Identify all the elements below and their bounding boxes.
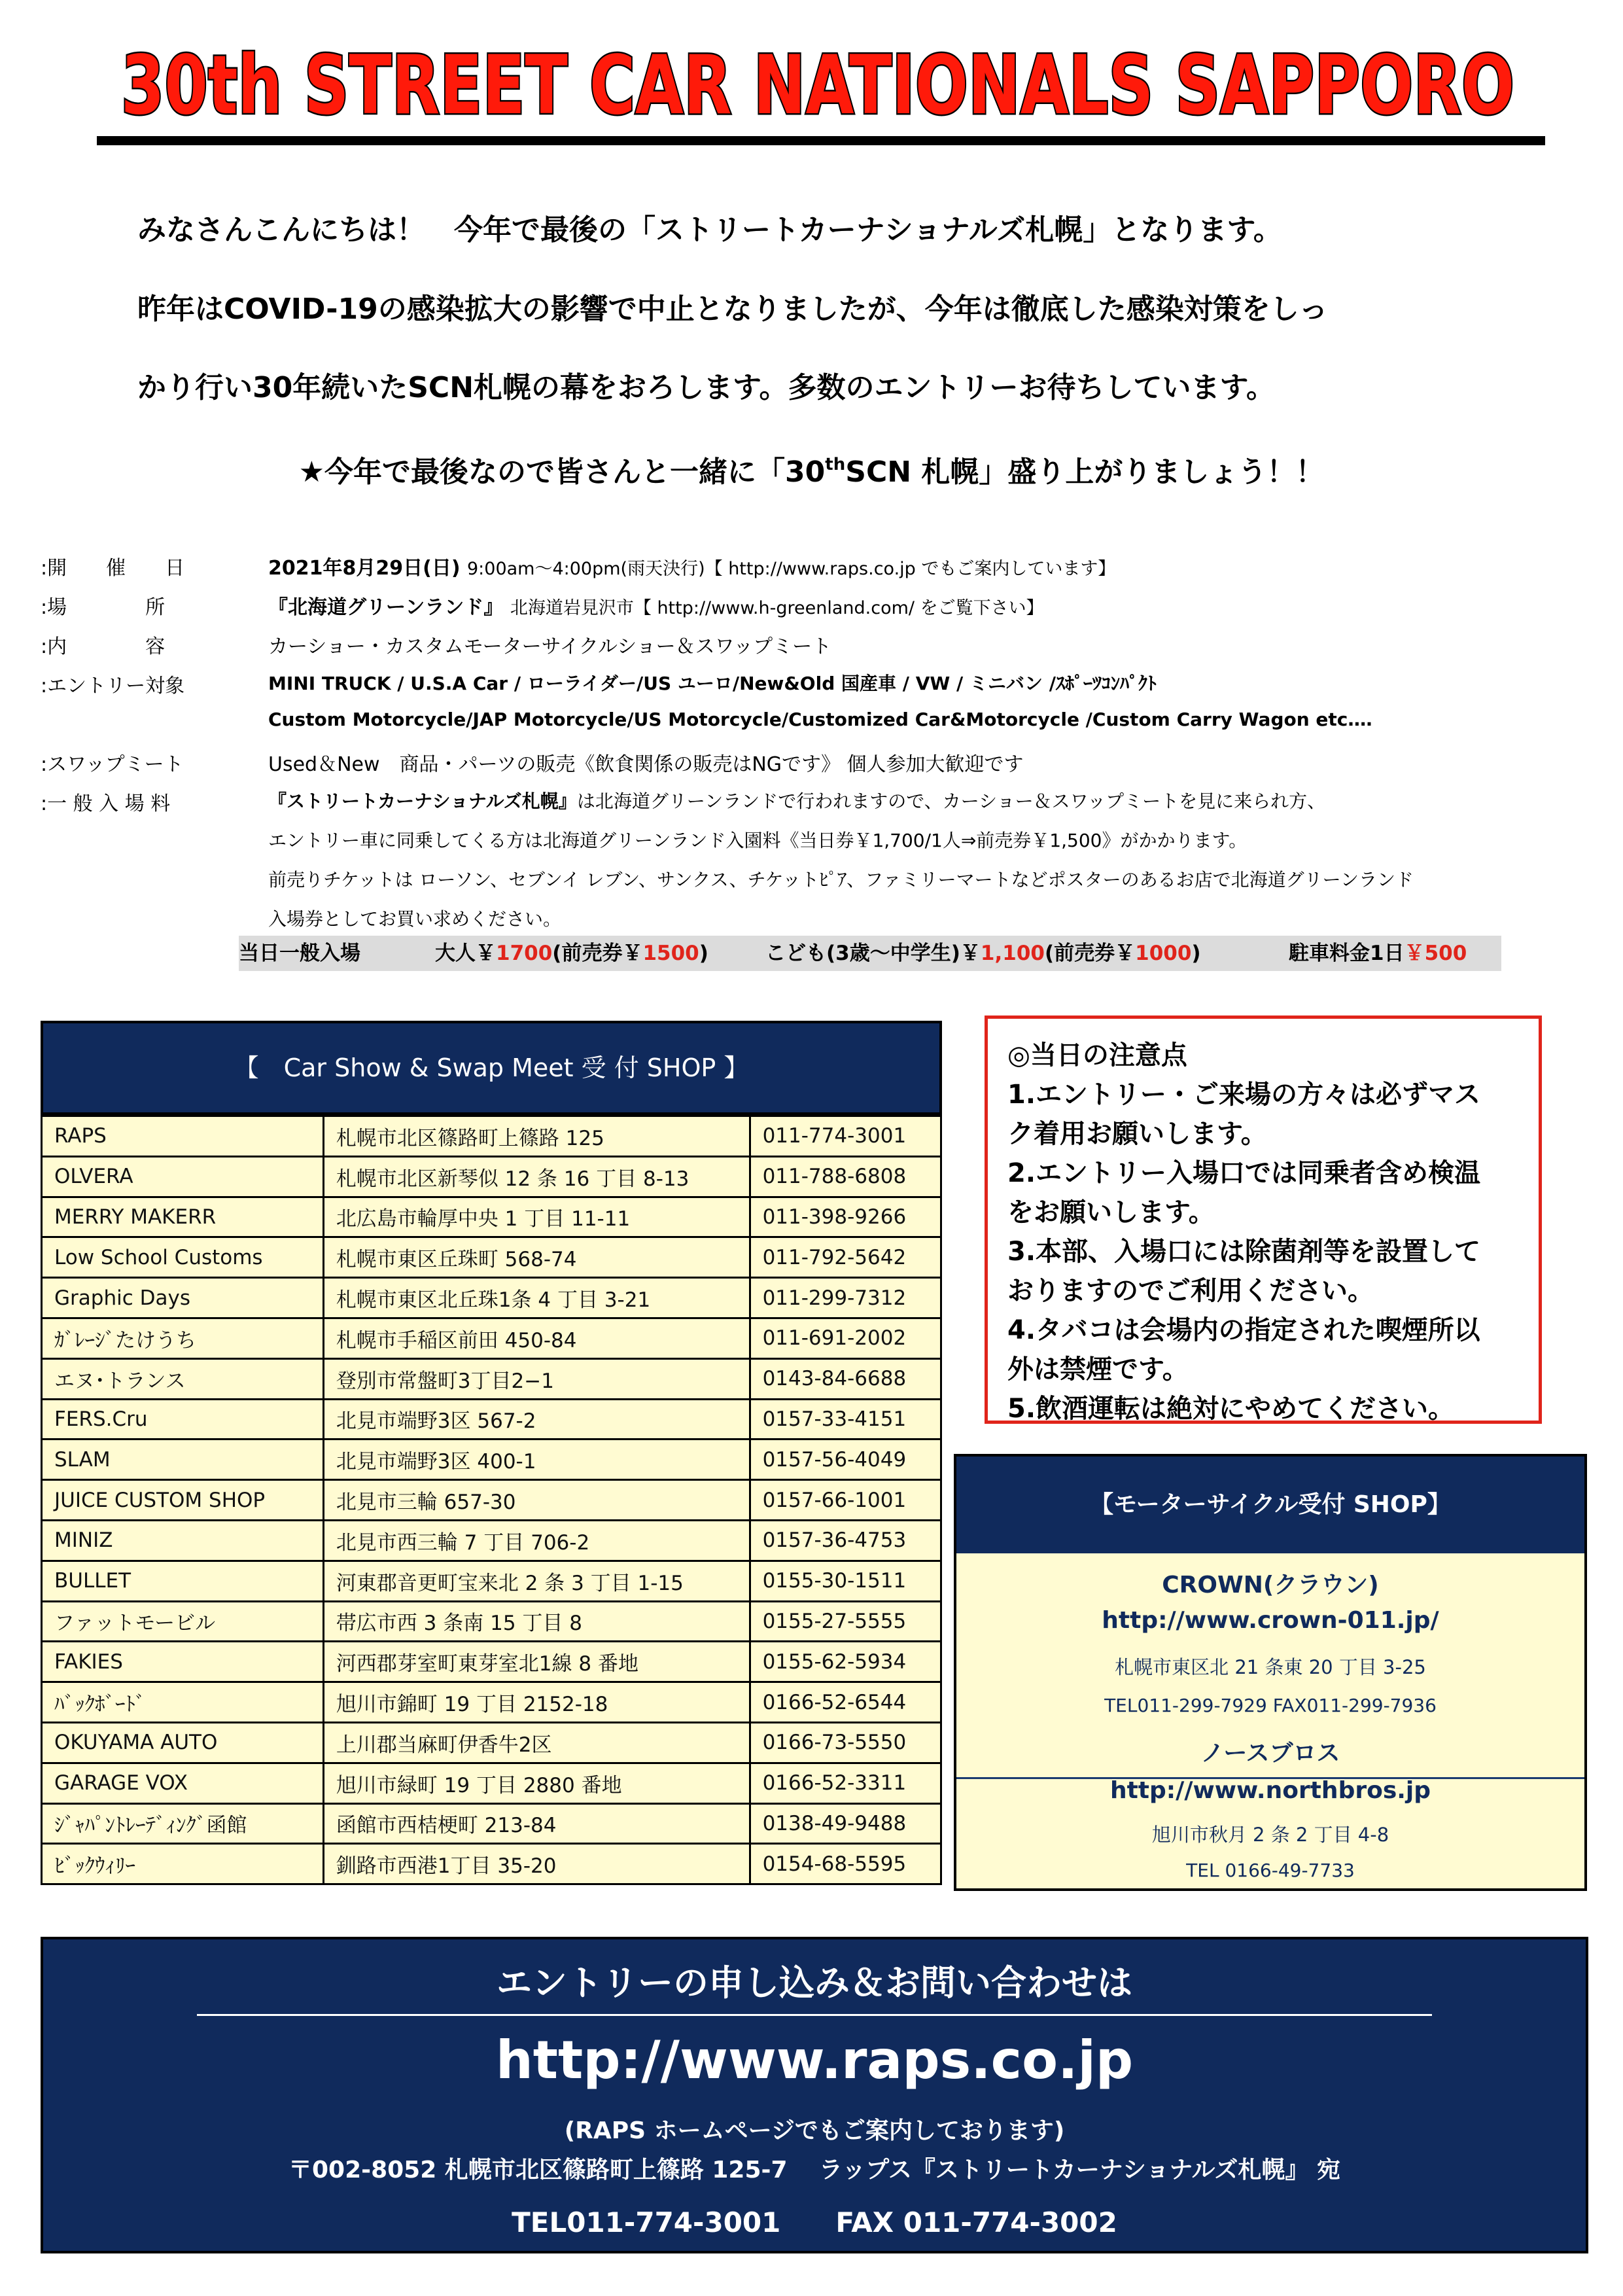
price-child-adv-prefix: (前売券￥ xyxy=(1044,942,1136,965)
notice-line: 2.エントリー入場口では同乗者含め検温 xyxy=(1007,1158,1481,1188)
moto-shop-1-url[interactable]: http://www.crown-011.jp/ xyxy=(1102,1607,1439,1634)
shop-phone: 0155-62-5934 xyxy=(750,1642,941,1682)
intro-line-2: 昨年はCOVID-19の感染拡大の影響で中止となりましたが、今年は徹底した感染対策をしっ xyxy=(137,292,1328,326)
entry-value-1: MINI TRUCK / U.S.A Car / ローライダー/US ユーロ/New&Old 国産車 / VW / ミニバン /ｽﾎﾟｰﾂｺﾝﾊﾟｸﾄ xyxy=(268,673,1157,694)
footer-rule xyxy=(197,2014,1432,2016)
place-value xyxy=(268,591,1044,620)
shop-phone: 0138-49-9488 xyxy=(750,1803,941,1844)
price-child-adv-suffix: ) xyxy=(1191,942,1201,965)
date-label: :開 催 日 xyxy=(41,557,185,580)
notice-line: ク着用お願いします。 xyxy=(1007,1119,1267,1149)
price-child xyxy=(765,936,1201,971)
page-title xyxy=(98,36,1537,141)
motorcycle-shop-header: 【モーターサイクル受付 SHOP】 xyxy=(956,1457,1584,1553)
shop-address: 札幌市北区篠路町上篠路 125 xyxy=(323,1116,750,1157)
table-row xyxy=(42,1156,941,1197)
shop-phone: 011-398-9266 xyxy=(750,1197,941,1237)
notice-title: ◎当日の注意点 xyxy=(1007,1040,1187,1070)
price-parking xyxy=(1289,936,1467,971)
shop-phone: 0157-56-4049 xyxy=(750,1439,941,1480)
table-row xyxy=(42,1601,941,1642)
table-row xyxy=(42,1844,941,1884)
swap-value: Used＆New 商品・パーツの販売《飲食関係の販売はNGです》 個人参加大歓迎です xyxy=(268,753,1024,776)
intro-line-4-suffix: SCN 札幌」盛り上がりましょう！！ xyxy=(845,455,1325,489)
shop-phone: 011-788-6808 xyxy=(750,1156,941,1197)
shop-phone: 0154-68-5595 xyxy=(750,1844,941,1884)
motorcycle-shop-box xyxy=(954,1454,1587,1891)
shop-address: 上川郡当麻町伊香牛2区 xyxy=(323,1722,750,1763)
shop-address: 登別市常盤町3丁目2−1 xyxy=(323,1358,750,1399)
notice-line: 外は禁煙です。 xyxy=(1007,1354,1189,1385)
contact-footer xyxy=(41,1937,1588,2253)
shop-phone: 011-691-2002 xyxy=(750,1318,941,1358)
shop-phone: 0157-33-4151 xyxy=(750,1399,941,1439)
shop-name: Graphic Days xyxy=(42,1278,324,1318)
shop-name: エヌ･トランス xyxy=(42,1358,324,1399)
price-adult-adv-suffix: ) xyxy=(699,942,708,965)
table-row xyxy=(42,1722,941,1763)
shop-table xyxy=(41,1115,942,1885)
entry-label: :エントリー対象 xyxy=(41,675,185,698)
shop-address: 北見市端野3区 400-1 xyxy=(323,1439,750,1480)
title-underline xyxy=(97,136,1545,145)
shop-phone: 011-792-5642 xyxy=(750,1237,941,1278)
shop-phone: 011-774-3001 xyxy=(750,1116,941,1157)
shop-name: JUICE CUSTOM SHOP xyxy=(42,1480,324,1521)
place-label: :場 所 xyxy=(41,596,166,619)
shop-name: GARAGE VOX xyxy=(42,1763,324,1803)
price-label: 当日一般入場 xyxy=(239,942,360,965)
table-row xyxy=(42,1278,941,1318)
price-child-value: 1,100 xyxy=(980,942,1045,965)
moto-shop-2-url[interactable]: http://www.northbros.jp xyxy=(1109,1777,1431,1804)
shop-address: 河西郡芽室町東芽室北1線 8 番地 xyxy=(323,1642,750,1682)
price-adult-prefix: 大人￥ xyxy=(435,942,496,965)
notice-box xyxy=(985,1016,1542,1424)
shop-address: 帯広市西 3 条南 15 丁目 8 xyxy=(323,1601,750,1642)
intro-line-4 xyxy=(0,445,1623,492)
date-note: 9:00am～4:00pm(雨天決行)【 http://www.raps.co.jp でもご案内しています】 xyxy=(467,559,1116,579)
table-row xyxy=(42,1399,941,1439)
admission-line-3: 前売りチケットは ローソン、セブンイ レブン、サンクス、チケットﾋﾟｱ、ファミリーマートなどポスターのあるお店で北海道グリーンランド xyxy=(268,869,1414,891)
notice-line: 3.本部、入場口には除菌剤等を設置して xyxy=(1007,1237,1481,1267)
price-adult-adv-prefix: (前売券￥ xyxy=(552,942,643,965)
title-text: 30th STREET CAR NATIONALS SAPPORO xyxy=(121,39,1514,133)
admission-line-4: 入場券としてお買い求めください。 xyxy=(268,908,562,930)
shop-name: FAKIES xyxy=(42,1642,324,1682)
shop-phone: 0155-27-5555 xyxy=(750,1601,941,1642)
notice-line: おりますのでご利用ください。 xyxy=(1007,1276,1374,1306)
shop-address: 札幌市手稲区前田 450-84 xyxy=(323,1318,750,1358)
moto-shop-1-address: 札幌市東区北 21 条東 20 丁目 3-25 xyxy=(1115,1656,1426,1678)
shop-table-body xyxy=(42,1116,941,1884)
table-row xyxy=(42,1439,941,1480)
shop-address: 旭川市錦町 19 丁目 2152-18 xyxy=(323,1682,750,1723)
shop-phone: 0155-30-1511 xyxy=(750,1561,941,1601)
shop-address: 河東郡音更町宝来北 2 条 3 丁目 1-15 xyxy=(323,1561,750,1601)
table-row xyxy=(42,1561,941,1601)
table-row xyxy=(42,1358,941,1399)
shop-address: 北見市西三輪 7 丁目 706-2 xyxy=(323,1520,750,1561)
notice-line: 1.エントリー・ご来場の方々は必ずマス xyxy=(1007,1080,1481,1110)
price-adult xyxy=(435,936,708,971)
price-adult-adv-value: 1500 xyxy=(642,942,699,965)
shop-address: 札幌市東区北丘珠1条 4 丁目 3-21 xyxy=(323,1278,750,1318)
table-row xyxy=(42,1642,941,1682)
moto-shop-2-name: ノースブロス xyxy=(1200,1740,1340,1767)
table-row xyxy=(42,1803,941,1844)
shop-phone: 0166-52-3311 xyxy=(750,1763,941,1803)
shop-name: ｼﾞｬﾊﾟﾝﾄﾚｰﾃﾞｨﾝｸﾞ函館 xyxy=(42,1803,324,1844)
table-row xyxy=(42,1318,941,1358)
shop-name: ﾋﾞｯｸｳｨﾘｰ xyxy=(42,1844,324,1884)
shop-name: SLAM xyxy=(42,1439,324,1480)
intro-line-1: みなさんこんにちは！ 今年で最後の「ストリートカーナショナルズ札幌」となります。 xyxy=(137,213,1282,247)
price-bar xyxy=(239,936,1501,971)
shop-phone: 011-299-7312 xyxy=(750,1278,941,1318)
shop-phone: 0166-73-5550 xyxy=(750,1722,941,1763)
shop-address: 札幌市東区丘珠町 568-74 xyxy=(323,1237,750,1278)
shop-phone: 0157-36-4753 xyxy=(750,1520,941,1561)
shop-name: OKUYAMA AUTO xyxy=(42,1722,324,1763)
moto-shop-2-address: 旭川市秋月 2 条 2 丁目 4-8 xyxy=(1151,1824,1389,1846)
intro-line-3: かり行い30年続いたSCN札幌の幕をおろします。多数のエントリーお待ちしています。 xyxy=(137,371,1275,404)
admission-line-1 xyxy=(268,787,1325,813)
shop-name: OLVERA xyxy=(42,1156,324,1197)
shop-name: RAPS xyxy=(42,1116,324,1157)
admission-label: :一 般 入 場 料 xyxy=(41,792,171,815)
content-label: :内 容 xyxy=(41,635,166,658)
content-value: カーショー・カスタムモーターサイクルショー＆スワップミート xyxy=(268,635,832,658)
table-row xyxy=(42,1116,941,1157)
intro-line-4-prefix: ★今年で最後なので皆さんと一緒に「30 xyxy=(298,455,826,489)
shop-address: 釧路市西港1丁目 35-20 xyxy=(323,1844,750,1884)
price-child-prefix: こども(3歳～中学生)￥ xyxy=(765,942,981,965)
place-note: 北海道岩見沢市【 http://www.h-greenland.com/ をご覧下さい】 xyxy=(510,598,1044,618)
footer-note: (RAPS ホームページでもご案内しております) xyxy=(564,2117,1065,2144)
shop-name: FERS.Cru xyxy=(42,1399,324,1439)
admission-event-name: 『ストリートカーナショナルズ札幌』 xyxy=(268,790,577,812)
table-row xyxy=(42,1480,941,1521)
shop-name: ﾊﾞｯｸﾎﾞｰﾄﾞ xyxy=(42,1682,324,1723)
shop-address: 北見市三輪 657-30 xyxy=(323,1480,750,1521)
table-row xyxy=(42,1682,941,1723)
shop-address: 北見市端野3区 567-2 xyxy=(323,1399,750,1439)
shop-address: 北広島市輪厚中央 1 丁目 11-11 xyxy=(323,1197,750,1237)
place-main: 『北海道グリーンランド』 xyxy=(268,596,504,619)
shop-table-header: 【 Car Show & Swap Meet 受 付 SHOP 】 xyxy=(41,1021,942,1115)
footer-url[interactable]: http://www.raps.co.jp xyxy=(495,2030,1134,2091)
date-main: 2021年8月29日(日) xyxy=(268,557,461,580)
swap-label: :スワップミート xyxy=(41,753,184,776)
shop-phone: 0166-52-6544 xyxy=(750,1682,941,1723)
shop-phone: 0157-66-1001 xyxy=(750,1480,941,1521)
shop-name: ｶﾞﾚｰｼﾞたけうち xyxy=(42,1318,324,1358)
table-row xyxy=(42,1237,941,1278)
shop-address: 函館市西桔梗町 213-84 xyxy=(323,1803,750,1844)
intro-line-4-sup: th xyxy=(825,455,846,474)
entry-value-2: Custom Motorcycle/JAP Motorcycle/US Motorcycle/Customized Car&Motorcycle /Custom Carry Wagon etc‥‥ xyxy=(268,709,1372,730)
date-value xyxy=(268,552,1115,580)
price-child-adv-value: 1000 xyxy=(1135,942,1192,965)
shop-name: MERRY MAKERR xyxy=(42,1197,324,1237)
shop-address: 札幌市北区新琴似 12 条 16 丁目 8-13 xyxy=(323,1156,750,1197)
moto-shop-1-tel: TEL011-299-7929 FAX011-299-7936 xyxy=(1104,1695,1437,1716)
shop-name: BULLET xyxy=(42,1561,324,1601)
table-row xyxy=(42,1197,941,1237)
table-row xyxy=(42,1520,941,1561)
moto-shop-2-tel: TEL 0166-49-7733 xyxy=(1186,1860,1355,1881)
price-parking-prefix: 駐車料金1日 xyxy=(1289,942,1405,965)
shop-address: 旭川市緑町 19 丁目 2880 番地 xyxy=(323,1763,750,1803)
shop-name: Low School Customs xyxy=(42,1237,324,1278)
moto-shop-1-name: CROWN(クラウン) xyxy=(1162,1572,1379,1598)
admission-line-1-rest: は北海道グリーンランドで行われますので、カーショー＆スワップミートを見に来られ方、 xyxy=(576,790,1326,812)
notice-line: をお願いします。 xyxy=(1007,1197,1215,1227)
price-parking-value: ￥500 xyxy=(1404,942,1467,965)
footer-address: 〒002-8052 札幌市北区篠路町上篠路 125-7 ラップス『ストリートカーナショナルズ札幌』 宛 xyxy=(288,2157,1340,2183)
title-graphic xyxy=(98,36,1537,141)
footer-tel-fax: TEL011-774-3001 FAX 011-774-3002 xyxy=(512,2206,1117,2238)
admission-line-2: エントリー車に同乗してくる方は北海道グリーンランド入園料《当日券￥1,700/1人⇒前売券￥1,500》がかかります。 xyxy=(268,830,1248,851)
shop-phone: 0143-84-6688 xyxy=(750,1358,941,1399)
notice-line: 4.タバコは会場内の指定された喫煙所以 xyxy=(1007,1315,1480,1345)
shop-name: MINIZ xyxy=(42,1520,324,1561)
price-adult-value: 1700 xyxy=(496,942,553,965)
table-row xyxy=(42,1763,941,1803)
shop-name: ファットモービル xyxy=(42,1601,324,1642)
notice-line: 5.飲酒運転は絶対にやめてください。 xyxy=(1007,1394,1455,1424)
footer-heading: エントリーの申し込み＆お問い合わせは xyxy=(497,1962,1132,2004)
